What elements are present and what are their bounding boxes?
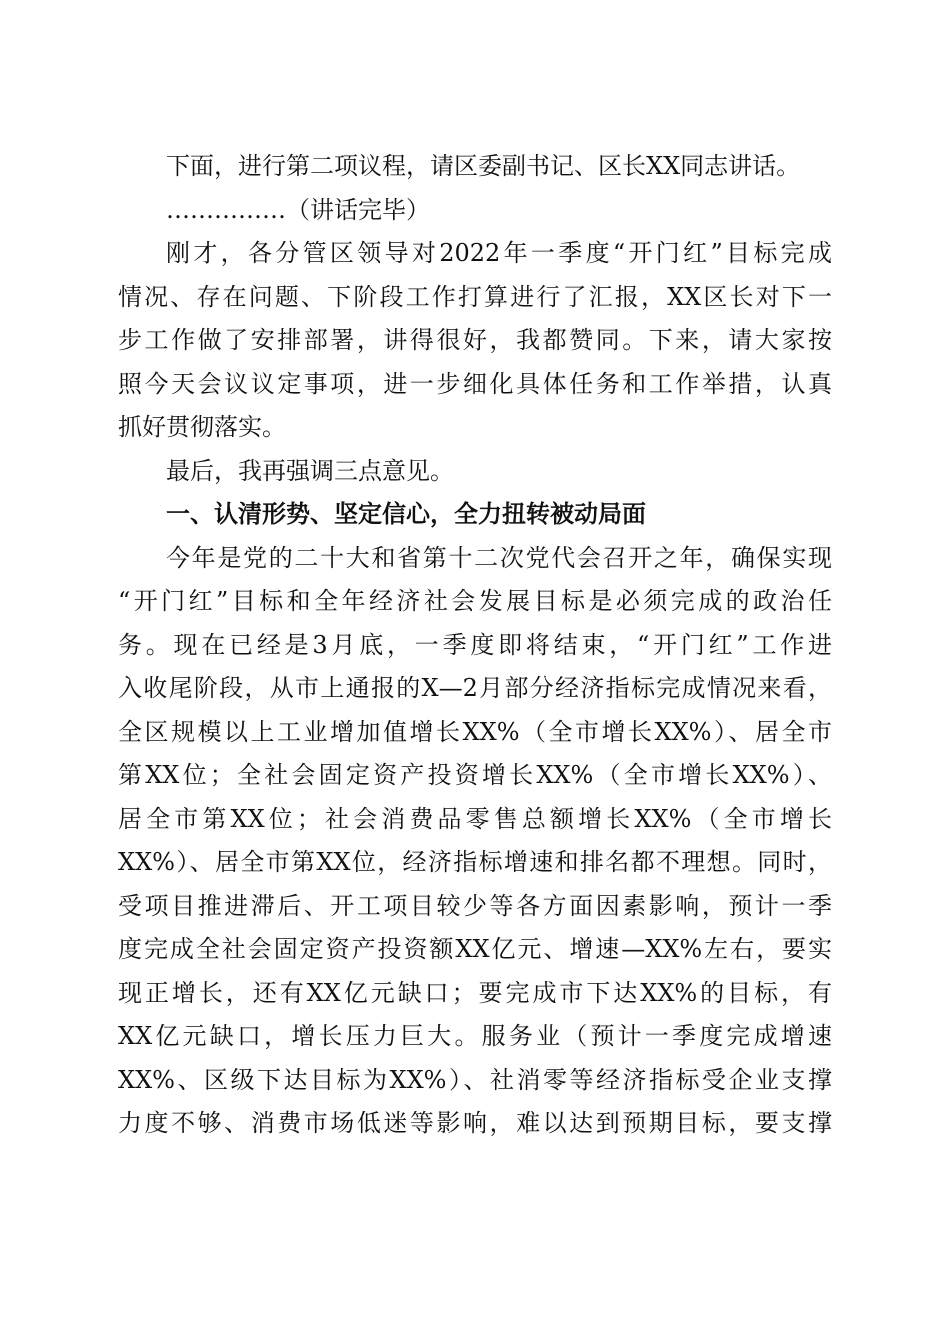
paragraph-line: XX%）、居全市第XX位，经济指标增速和排名都不理想。同时， [118,848,832,876]
paragraph-line: 度完成全社会固定资产投资额XX亿元、增速—XX%左右，要实 [118,935,832,963]
paragraph-line: 刚才，各分管区领导对2022年一季度“开门红”目标完成 [166,239,832,267]
paragraph-line: 第XX位；全社会固定资产投资增长XX%（全市增长XX%）、 [118,761,832,789]
paragraph-line: 今年是党的二十大和省第十二次党代会召开之年，确保实现 [166,544,832,572]
paragraph-line: ……………（讲话完毕） [166,196,430,224]
paragraph-line: 全区规模以上工业增加值增长XX%（全市增长XX%）、居全市 [118,718,832,746]
paragraph-line: XX亿元缺口，增长压力巨大。服务业（预计一季度完成增速 [118,1022,832,1050]
paragraph-line: 入收尾阶段，从市上通报的X—2月部分经济指标完成情况来看， [118,674,832,702]
paragraph-line: 居全市第XX位；社会消费品零售总额增长XX%（全市增长 [118,805,832,833]
paragraph-line: 抓好贯彻落实。 [118,413,286,441]
paragraph-line: 步工作做了安排部署，讲得很好，我都赞同。下来，请大家按 [118,326,832,354]
paragraph-line: 现正增长，还有XX亿元缺口；要完成市下达XX%的目标，有 [118,979,832,1007]
paragraph-line: 务。现在已经是3月底，一季度即将结束，“开门红”工作进 [118,631,832,659]
paragraph-line: 照今天会议议定事项，进一步细化具体任务和工作举措，认真 [118,370,832,398]
paragraph-line: 下面，进行第二项议程，请区委副书记、区长XX同志讲话。 [166,152,801,180]
paragraph-line: 最后，我再强调三点意见。 [166,457,454,485]
paragraph-line: “开门红”目标和全年经济社会发展目标是必须完成的政治任 [118,587,832,615]
section-heading: 一、认清形势、坚定信心，全力扭转被动局面 [166,500,646,528]
paragraph-line: 受项目推进滞后、开工项目较少等各方面因素影响，预计一季 [118,892,832,920]
paragraph-line: 情况、存在问题、下阶段工作打算进行了汇报，XX区长对下一 [118,283,832,311]
paragraph-line: 力度不够、消费市场低迷等影响，难以达到预期目标，要支撑 [118,1109,832,1137]
paragraph-line: XX%、区级下达目标为XX%）、社消零等经济指标受企业支撑 [118,1066,832,1094]
